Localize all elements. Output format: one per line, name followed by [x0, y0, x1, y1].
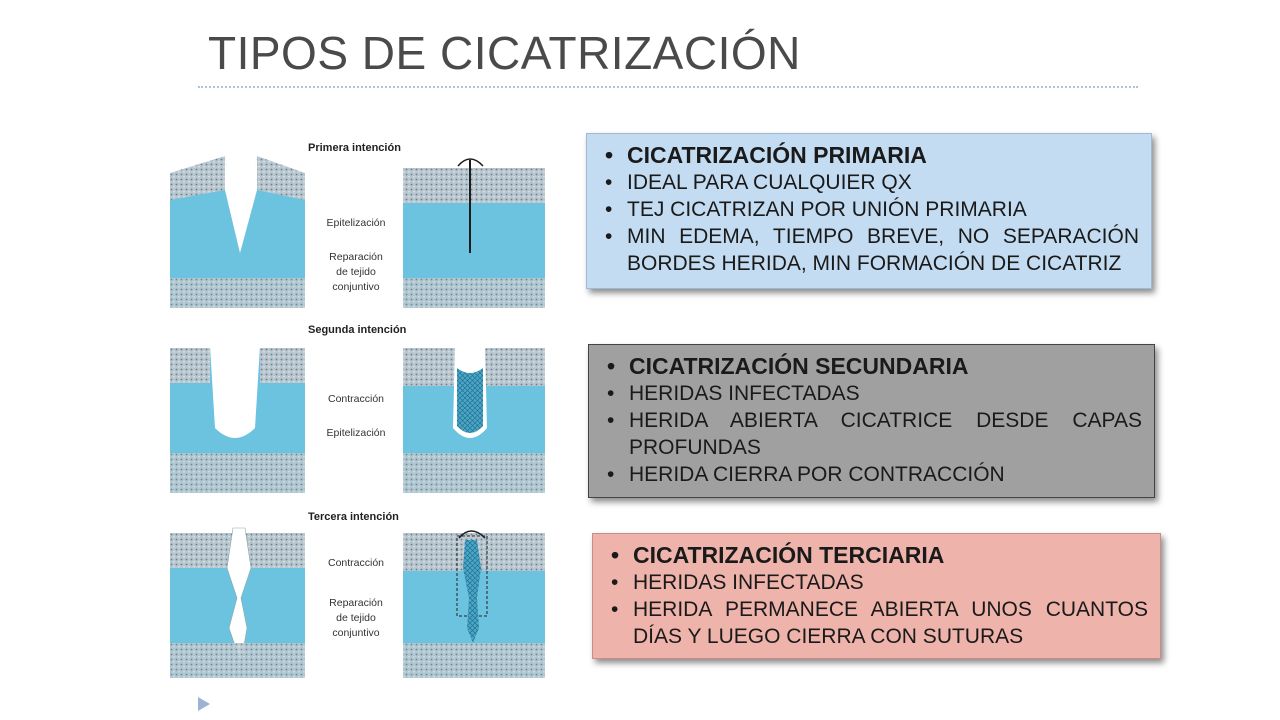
secondary-healing-list [603, 353, 1142, 488]
first-intention-label: Primera intención [308, 142, 401, 154]
first-intention-note-2: Reparación de tejido conjuntivo [329, 251, 383, 293]
third-intention-note-1: Contracción [327, 557, 385, 569]
next-slide-arrow-icon[interactable] [198, 697, 210, 711]
primary-healing-item: • IDEAL PARA CUALQUIER QX [601, 169, 1139, 196]
third-intention-after [403, 531, 545, 678]
second-intention-note-1: Contracción [327, 393, 385, 405]
second-intention-label: Segunda intención [308, 324, 407, 336]
second-intention-after [403, 346, 545, 493]
tertiary-healing-heading: • CICATRIZACIÓN TERCIARIA [607, 542, 1148, 569]
secondary-healing-item: • HERIDA ABIERTA CICATRICE DESDE CAPAS PROFUNDAS [603, 407, 1142, 461]
primary-healing-item: • MIN EDEMA, TIEMPO BREVE, NO SEPARACIÓN BORDES HERIDA, MIN FORMACIÓN DE CICATRIZ [601, 223, 1139, 277]
first-intention-after [403, 159, 545, 308]
wound-healing-illustration [165, 128, 565, 688]
second-intention-before [170, 346, 305, 493]
secondary-healing-item: • HERIDA CIERRA POR CONTRACCIÓN [603, 461, 1142, 488]
third-intention-label: Tercera intención [308, 511, 399, 523]
primary-healing-list [601, 142, 1139, 277]
secondary-healing-heading: • CICATRIZACIÓN SECUNDARIA [603, 353, 1142, 380]
secondary-healing-box [588, 344, 1155, 498]
primary-healing-box [586, 133, 1152, 289]
primary-healing-item: • TEJ CICATRIZAN POR UNIÓN PRIMARIA [601, 196, 1139, 223]
slide-title: TIPOS DE CICATRIZACIÓN [208, 27, 801, 79]
first-intention-before [170, 156, 305, 308]
secondary-healing-item: • HERIDAS INFECTADAS [603, 380, 1142, 407]
tertiary-healing-item: • HERIDA PERMANECE ABIERTA UNOS CUANTOS DÍAS Y LUEGO CIERRA CON SUTURAS [607, 596, 1148, 650]
first-intention-note-1: Epitelización [326, 217, 386, 229]
primary-healing-heading: • CICATRIZACIÓN PRIMARIA [601, 142, 1139, 169]
title-divider [198, 86, 1138, 88]
tertiary-healing-item: • HERIDAS INFECTADAS [607, 569, 1148, 596]
tertiary-healing-list [607, 542, 1148, 650]
third-intention-note-2: Reparación de tejido conjuntivo [329, 597, 383, 639]
second-intention-note-2: Epitelización [326, 427, 386, 439]
tertiary-healing-box [592, 533, 1161, 659]
third-intention-before [170, 528, 305, 678]
